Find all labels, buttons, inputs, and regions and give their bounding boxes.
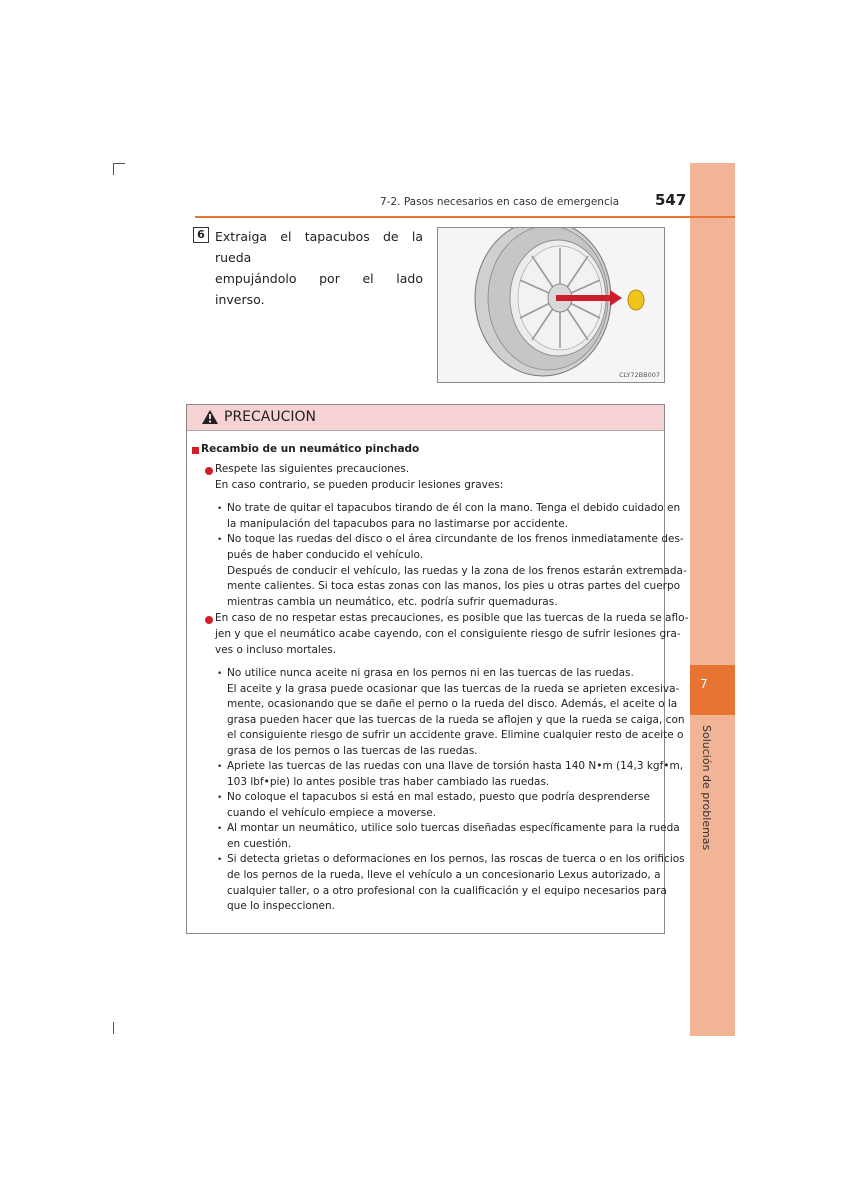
- bullet-line: grasa de los pernos o las tuercas de las ruedas.: [227, 745, 478, 757]
- bullet-line: Si detecta grietas o deformaciones en los pernos, las roscas de tuerca o en los orificios: [227, 853, 685, 865]
- bullet-line: mente calientes. Si toca estas zonas con las manos, los pies u otras partes del cuerpo: [227, 580, 681, 592]
- crop-mark: [113, 163, 125, 164]
- bullet: •: [217, 535, 223, 545]
- point-line: jen y que el neumático acabe cayendo, con el consiguiente riesgo de sufrir lesiones gra-: [215, 628, 681, 640]
- bullet-line: No utilice nunca aceite ni grasa en los pernos ni en las tuercas de las ruedas.: [227, 667, 634, 679]
- point-marker: [205, 467, 213, 475]
- bullet-line: que lo inspeccionen.: [227, 900, 335, 912]
- point-marker: [205, 616, 213, 624]
- figure-code: CLY72BB007: [619, 371, 660, 379]
- bullet-line: No trate de quitar el tapacubos tirando de él con la mano. Tenga el debido cuidado en: [227, 502, 681, 514]
- wheel-hubcap-drawing: [438, 228, 664, 382]
- section-marker: [192, 447, 199, 454]
- bullet-line: Después de conducir el vehículo, las ruedas y la zona de los frenos estarán extremada-: [227, 565, 687, 577]
- bullet-line: mientras cambia un neumático, etc. podría sufrir quemaduras.: [227, 596, 558, 608]
- point-line: Respete las siguientes precauciones.: [215, 463, 410, 475]
- warning-box: [186, 404, 689, 934]
- step-text: [215, 226, 423, 310]
- bullet: •: [217, 504, 223, 514]
- warning-header: [187, 405, 664, 431]
- point-line: En caso contrario, se pueden producir lesiones graves:: [215, 479, 504, 491]
- bullet-line: Al montar un neumático, utilice solo tuercas diseñadas específicamente para la rueda: [227, 822, 680, 834]
- bullet: •: [217, 824, 223, 834]
- bullet: •: [217, 855, 223, 865]
- point-line: ves o incluso mortales.: [215, 644, 337, 656]
- bullet: •: [217, 793, 223, 803]
- point-line: En caso de no respetar estas precauciones, es posible que las tuercas de la rueda se aflo-: [215, 612, 689, 624]
- crop-mark: [113, 163, 114, 175]
- bullet-line: el consiguiente riesgo de sufrir un accidente grave. Elimine cualquier resto de aceite o: [227, 729, 684, 741]
- bullet-line: grasa pueden hacer que las tuercas de la rueda se aflojen y que la rueda se caiga, con: [227, 714, 685, 726]
- chapter-number-tab: [690, 665, 735, 715]
- bullet-line: en cuestión.: [227, 838, 292, 850]
- bullet-line: cualquier taller, o a otro profesional con la cualificación y el equipo necesarios para: [227, 885, 667, 897]
- warning-title: PRECAUCION: [224, 409, 317, 425]
- chapter-number: 7: [700, 677, 708, 691]
- step-text-line: empujándolo por el lado inverso.: [215, 271, 423, 307]
- bullet-line: cuando el vehículo empiece a moverse.: [227, 807, 436, 819]
- section-title: 7-2. Pasos necesarios en caso de emergencia: [380, 196, 620, 208]
- header-rule: [195, 216, 735, 218]
- wheel-illustration: [437, 227, 665, 383]
- step-text-line: Extraiga el tapacubos de la rueda: [215, 229, 423, 265]
- bullet-line: No coloque el tapacubos si está en mal estado, puesto que podría desprenderse: [227, 791, 650, 803]
- page-number: 547: [655, 191, 687, 209]
- crop-mark: [113, 1022, 114, 1034]
- chapter-tab: [690, 163, 735, 1036]
- bullet-line: de los pernos de la rueda, lleve el vehículo a un concesionario Lexus autorizado, a: [227, 869, 661, 881]
- bullet-line: la manipulación del tapacubos para no lastimarse por accidente.: [227, 518, 569, 530]
- step-number: 6: [193, 227, 209, 243]
- bullet-line: No toque las ruedas del disco o el área circundante de los frenos inmediatamente des-: [227, 533, 684, 545]
- bullet-line: pués de haber conducido el vehículo.: [227, 549, 424, 561]
- bullet: •: [217, 669, 223, 679]
- bullet: •: [217, 762, 223, 772]
- bullet-line: El aceite y la grasa puede ocasionar que las tuercas de la rueda se aprieten excesiva-: [227, 683, 680, 695]
- chapter-title: Solución de problemas: [700, 725, 713, 851]
- warning-triangle-icon: [201, 409, 219, 425]
- warning-subtitle: Recambio de un neumático pinchado: [201, 443, 420, 455]
- bullet-line: mente, ocasionando que se dañe el perno o la rueda del disco. Además, el aceite o la: [227, 698, 678, 710]
- bullet-line: 103 lbf•pie) lo antes posible tras haber cambiado las ruedas.: [227, 776, 550, 788]
- bullet-line: Apriete las tuercas de las ruedas con una llave de torsión hasta 140 N•m (14,3 kgf•m,: [227, 760, 684, 772]
